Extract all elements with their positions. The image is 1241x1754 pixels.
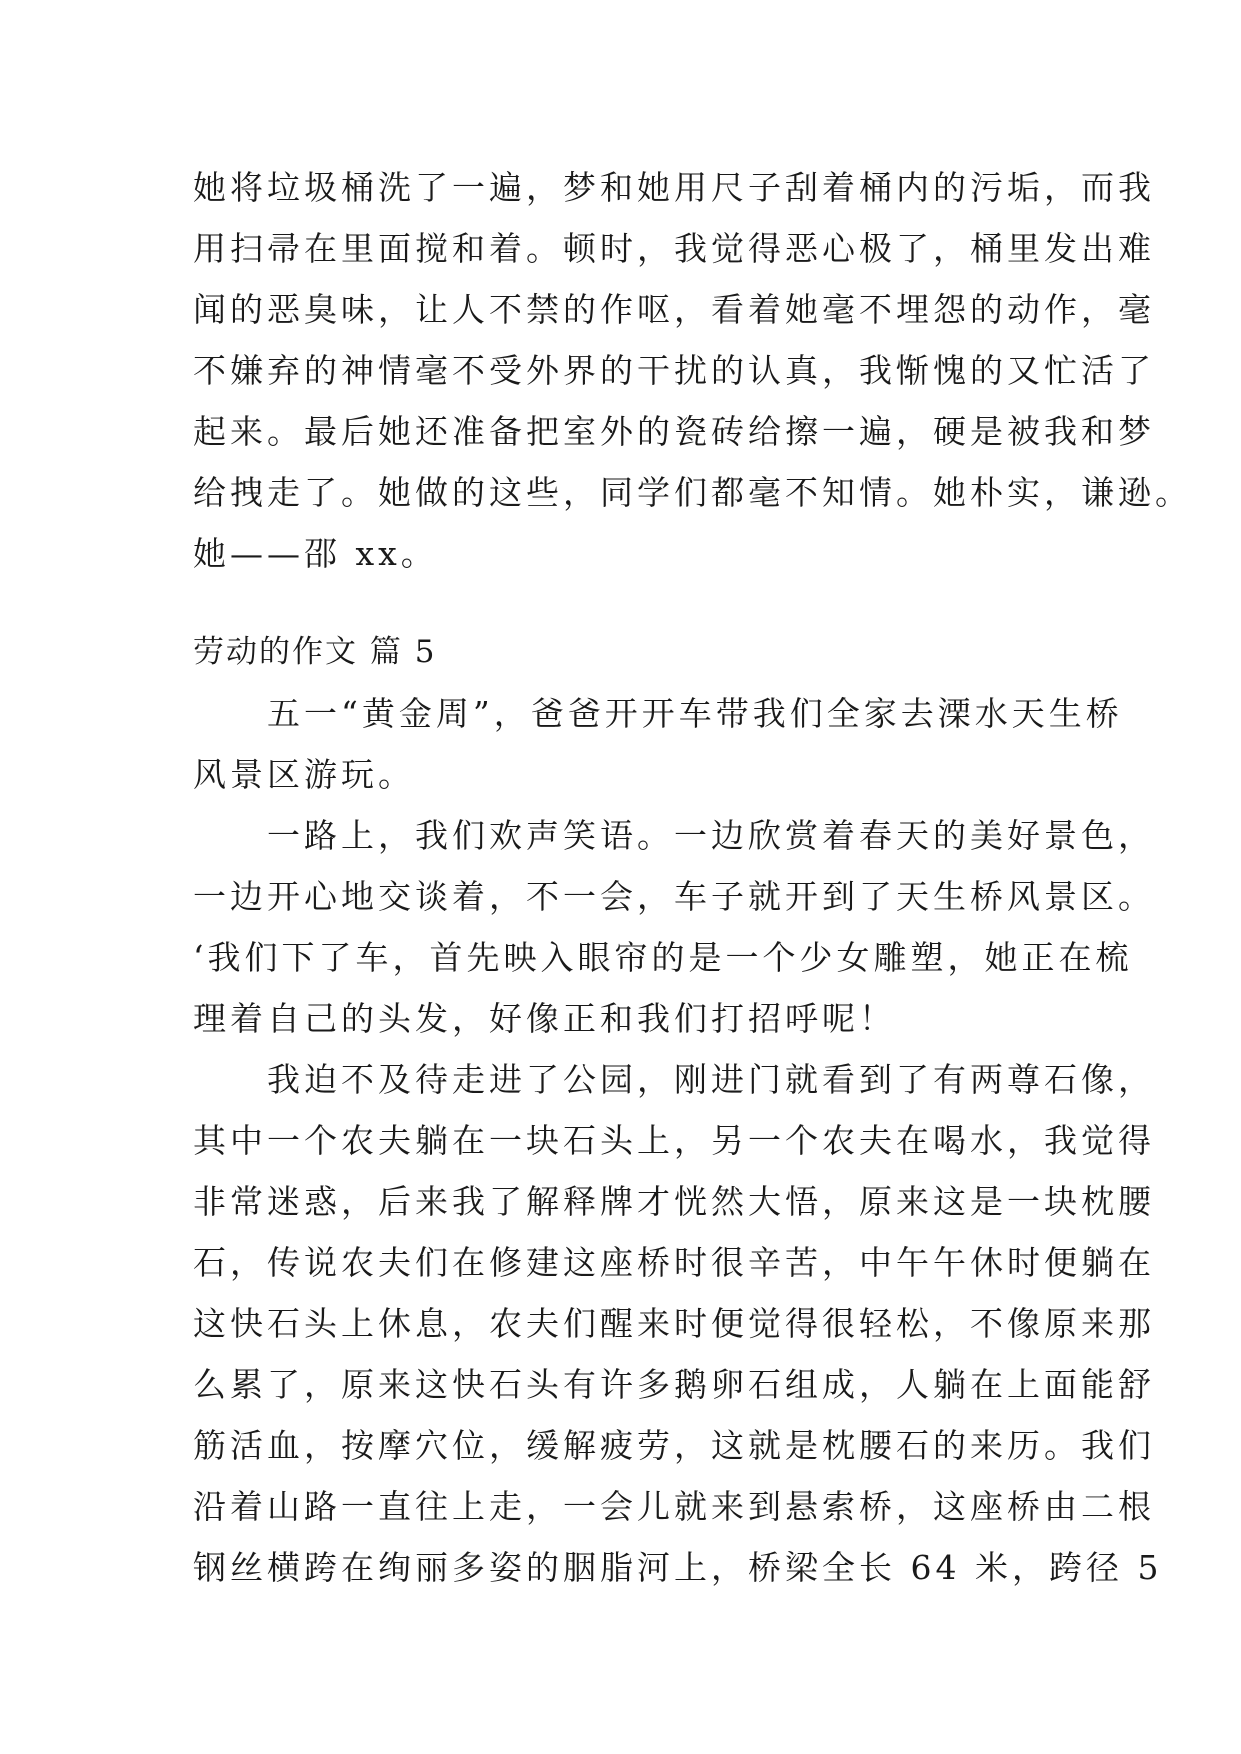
text-line: 石，传说农夫们在修建这座桥时很辛苦，中午午休时便躺在 [193, 1243, 1155, 1282]
text-line: 给拽走了。她做的这些，同学们都毫不知情。她朴实，谦逊。 [193, 473, 1192, 512]
text-line: 起来。最后她还准备把室外的瓷砖给擦一遍，硬是被我和梦 [193, 412, 1155, 451]
text-line: 她将垃圾桶洗了一遍，梦和她用尺子刮着桶内的污垢，而我 [193, 168, 1155, 207]
text-line: 五一“黄金周”，爸爸开开车带我们全家去溧水天生桥 [193, 694, 1123, 733]
section-heading-block [193, 622, 1053, 683]
text-line: 一边开心地交谈着，不一会，车子就开到了天生桥风景区。 [193, 877, 1155, 916]
essay-body [193, 683, 1163, 1598]
text-line: 用扫帚在里面搅和着。顿时，我觉得恶心极了，桶里发出难 [193, 229, 1155, 268]
text-line: 么累了，原来这快石头有许多鹅卵石组成，人躺在上面能舒 [193, 1365, 1155, 1404]
text-line: 她——邵 xx。 [193, 534, 438, 573]
text-line: 这快石头上休息，农夫们醒来时便觉得很轻松，不像原来那 [193, 1304, 1155, 1343]
text-line: 闻的恶臭味，让人不禁的作呕，看着她毫不埋怨的动作，毫 [193, 290, 1155, 329]
text-line: 沿着山路一直往上走，一会儿就来到悬索桥，这座桥由二根 [193, 1487, 1155, 1526]
text-line: 不嫌弃的神情毫不受外界的干扰的认真，我惭愧的又忙活了 [193, 351, 1155, 390]
text-line: 我迫不及待走进了公园，刚进门就看到了有两尊石像， [193, 1060, 1155, 1099]
text-line: 其中一个农夫躺在一块石头上，另一个农夫在喝水，我觉得 [193, 1121, 1155, 1160]
text-line: 钢丝横跨在绚丽多姿的胭脂河上，桥梁全长 64 米，跨径 5 [193, 1548, 1163, 1587]
text-line: ‘我们下了车，首先映入眼帘的是一个少女雕塑，她正在梳 [193, 938, 1133, 977]
text-line: 筋活血，按摩穴位，缓解疲劳，这就是枕腰石的来历。我们 [193, 1426, 1155, 1465]
text-line: 一路上，我们欢声笑语。一边欣赏着春天的美好景色， [193, 816, 1155, 855]
text-line: 非常迷惑，后来我了解释牌才恍然大悟，原来这是一块枕腰 [193, 1182, 1155, 1221]
continuation-paragraph [193, 157, 1192, 584]
section-heading: 劳动的作文 篇 5 [193, 634, 437, 670]
text-line: 理着自己的头发，好像正和我们打招呼呢！ [193, 999, 896, 1038]
text-line: 风景区游玩。 [193, 755, 415, 794]
